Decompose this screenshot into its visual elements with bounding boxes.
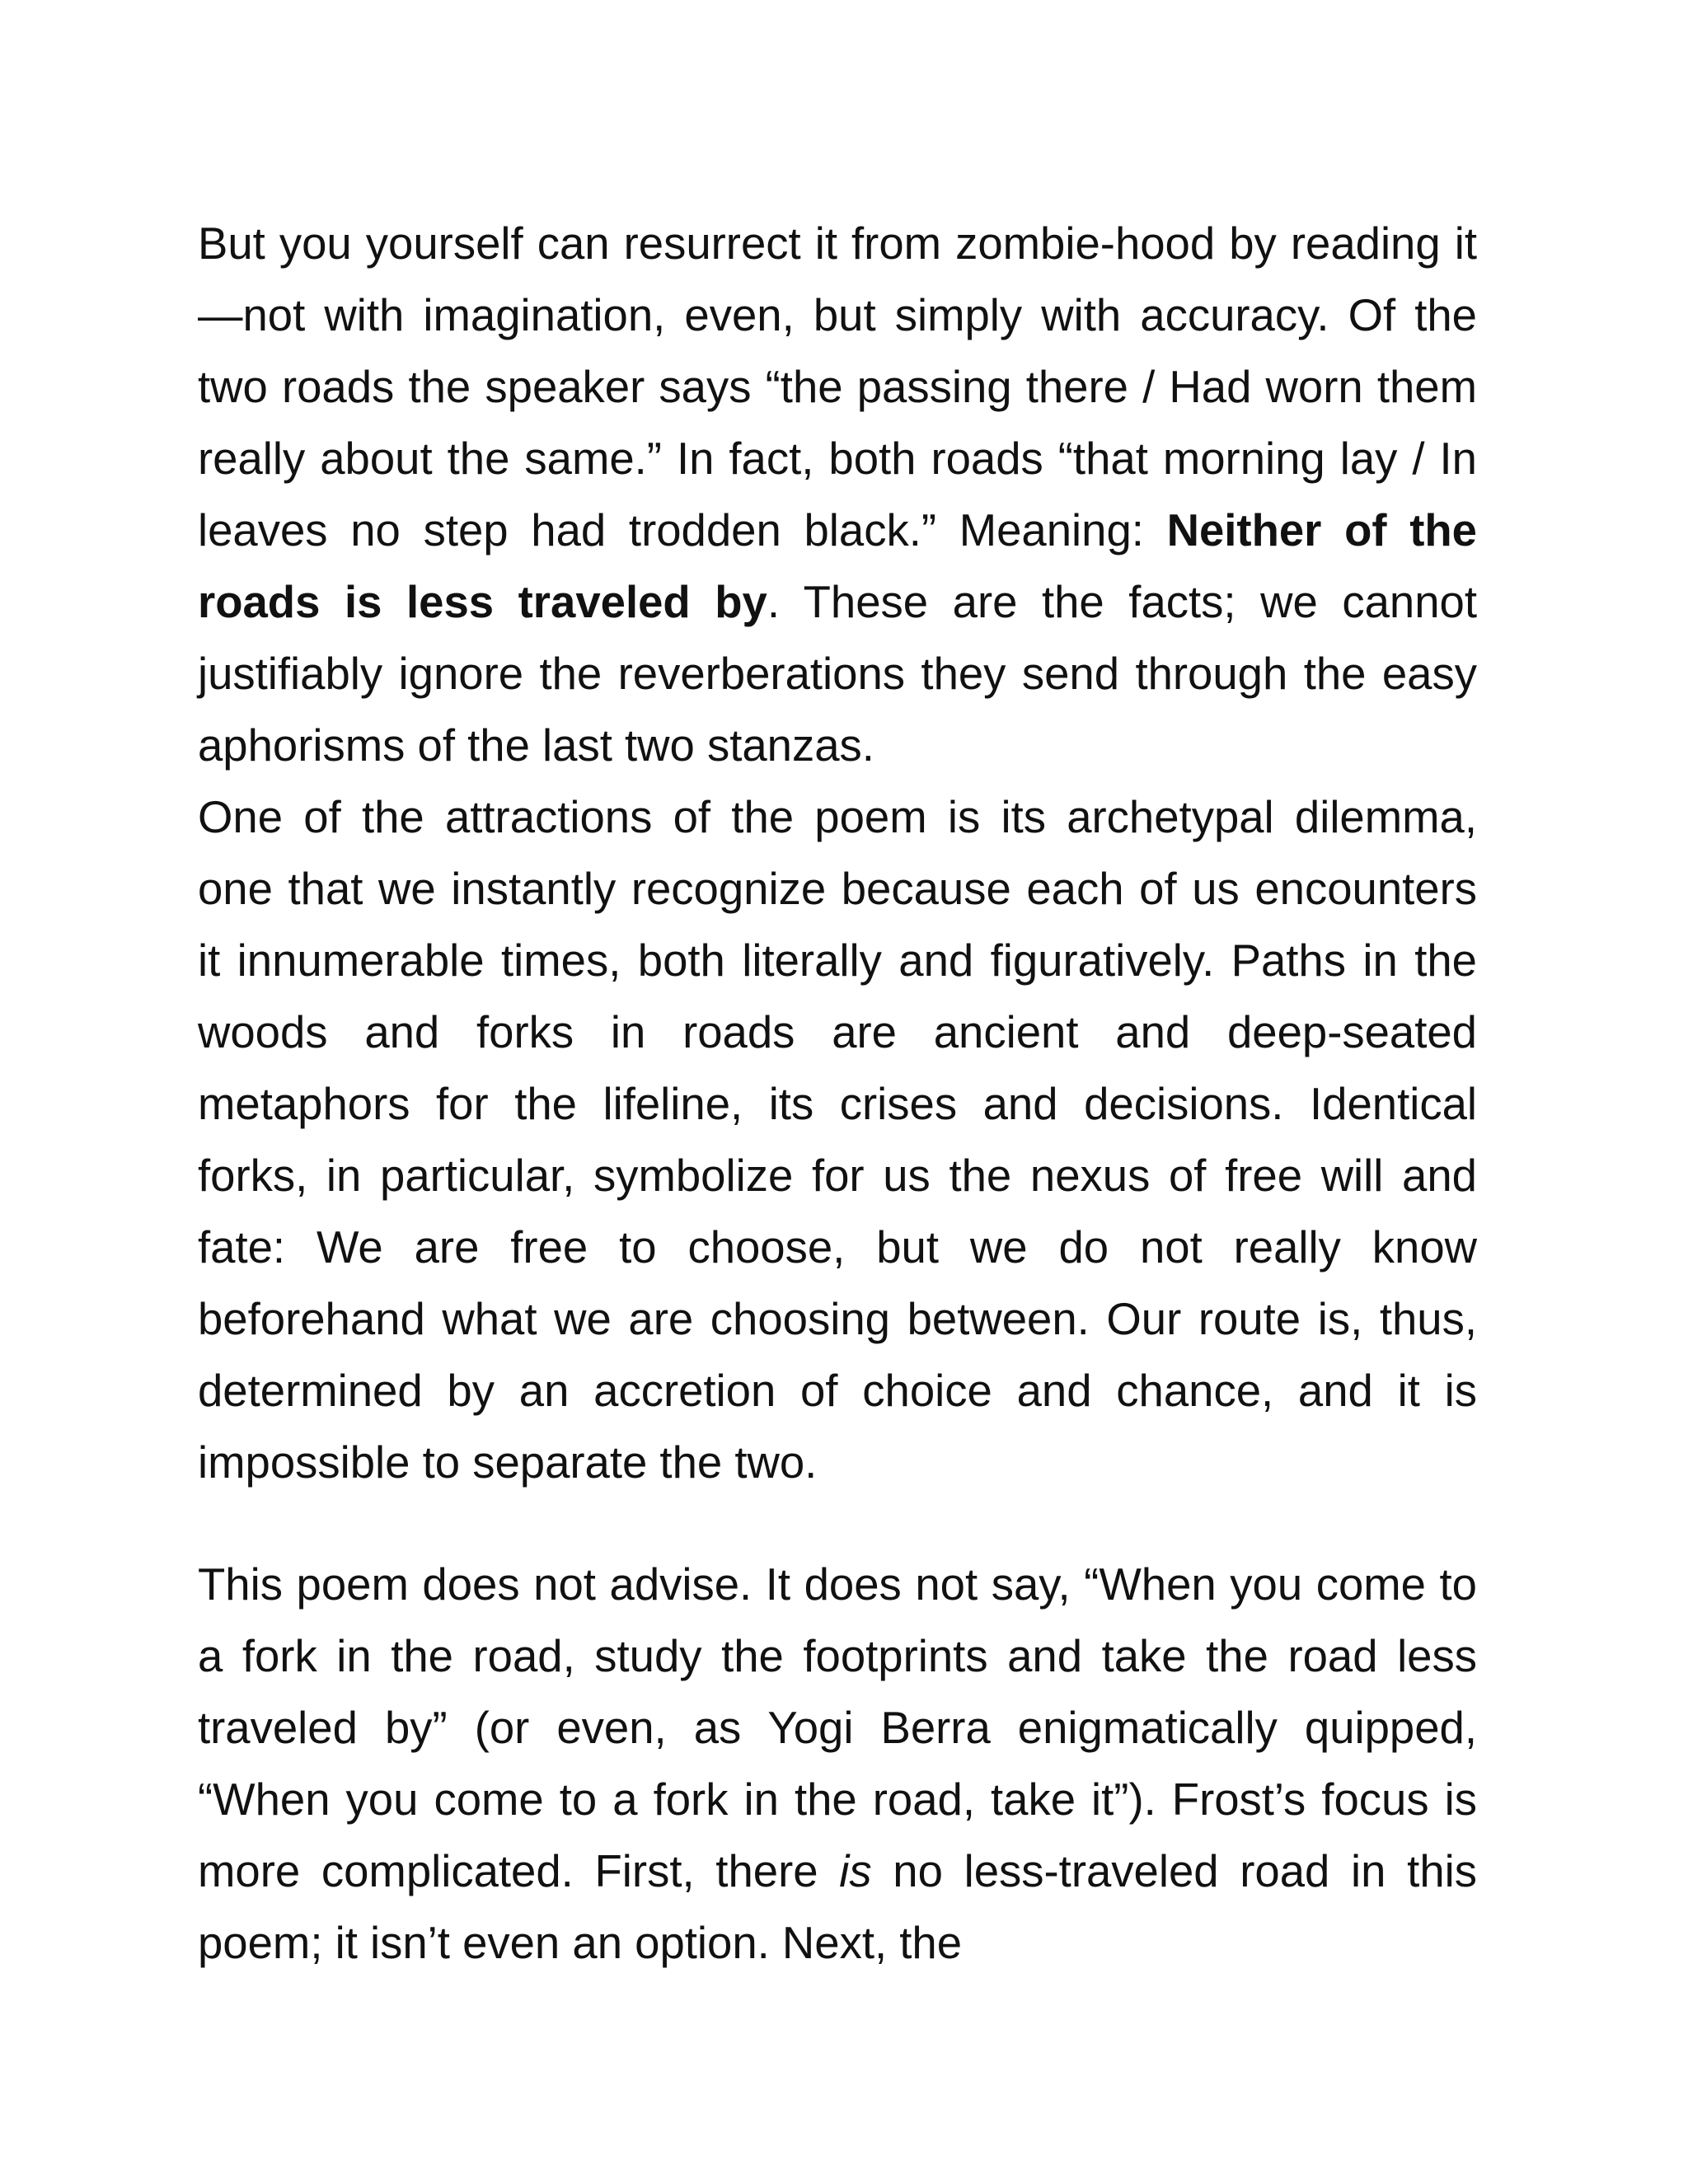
paragraph-3-text-start: This poem does not advise. It does not say, “When you come to a fork in the road, study the footprints and take the road less traveled by” (or even, as Yogi Berra enigmatically quipped, “When you come to a fork in the road, take it”). Frost’s focus is more complicated. First, there <box>198 1559 1477 1896</box>
paragraph-2: One of the attractions of the poem is its archetypal dilemma, one that we instantly recognize because each of us encounters it innumerable times, both literally and figuratively. Paths in the woods and forks in roads are ancient and deep-seated metaphors for the lifeline, its crises and decisions. Identical forks, in particular, symbolize for us the nexus of free will and fate: We are free to choose, but we do not really know beforehand what we are choosing between. Our route is, thus, determined by an accretion of choice and chance, and it is impossible to separate the two. <box>198 792 1477 1488</box>
paragraph-3-text-end: no less-traveled road in this poem; it isn’t even an option. Next, the <box>198 1846 1477 1968</box>
body-text <box>198 208 1477 1979</box>
paragraph-1 <box>198 208 1477 781</box>
paragraph-1-text-end: . These are the facts; we cannot justifiably ignore the reverberations they send through the easy aphorisms of the last two stanzas. <box>198 577 1477 771</box>
paragraph-3 <box>198 1549 1477 1979</box>
paragraph-1-text-start: But you yourself can resurrect it from zombie-hood by reading it—not with imagination, even, but simply with accuracy. Of the two roads the speaker says “the passing there / Had worn them really about the same.” In fact, both roads “that morning lay / In leaves no step had trodden black.” Meaning: <box>198 218 1477 555</box>
paragraph-1-bold-emphasis: Neither of the roads is less traveled by <box>198 505 1477 627</box>
paragraph-3-italic-emphasis: is <box>839 1846 872 1896</box>
